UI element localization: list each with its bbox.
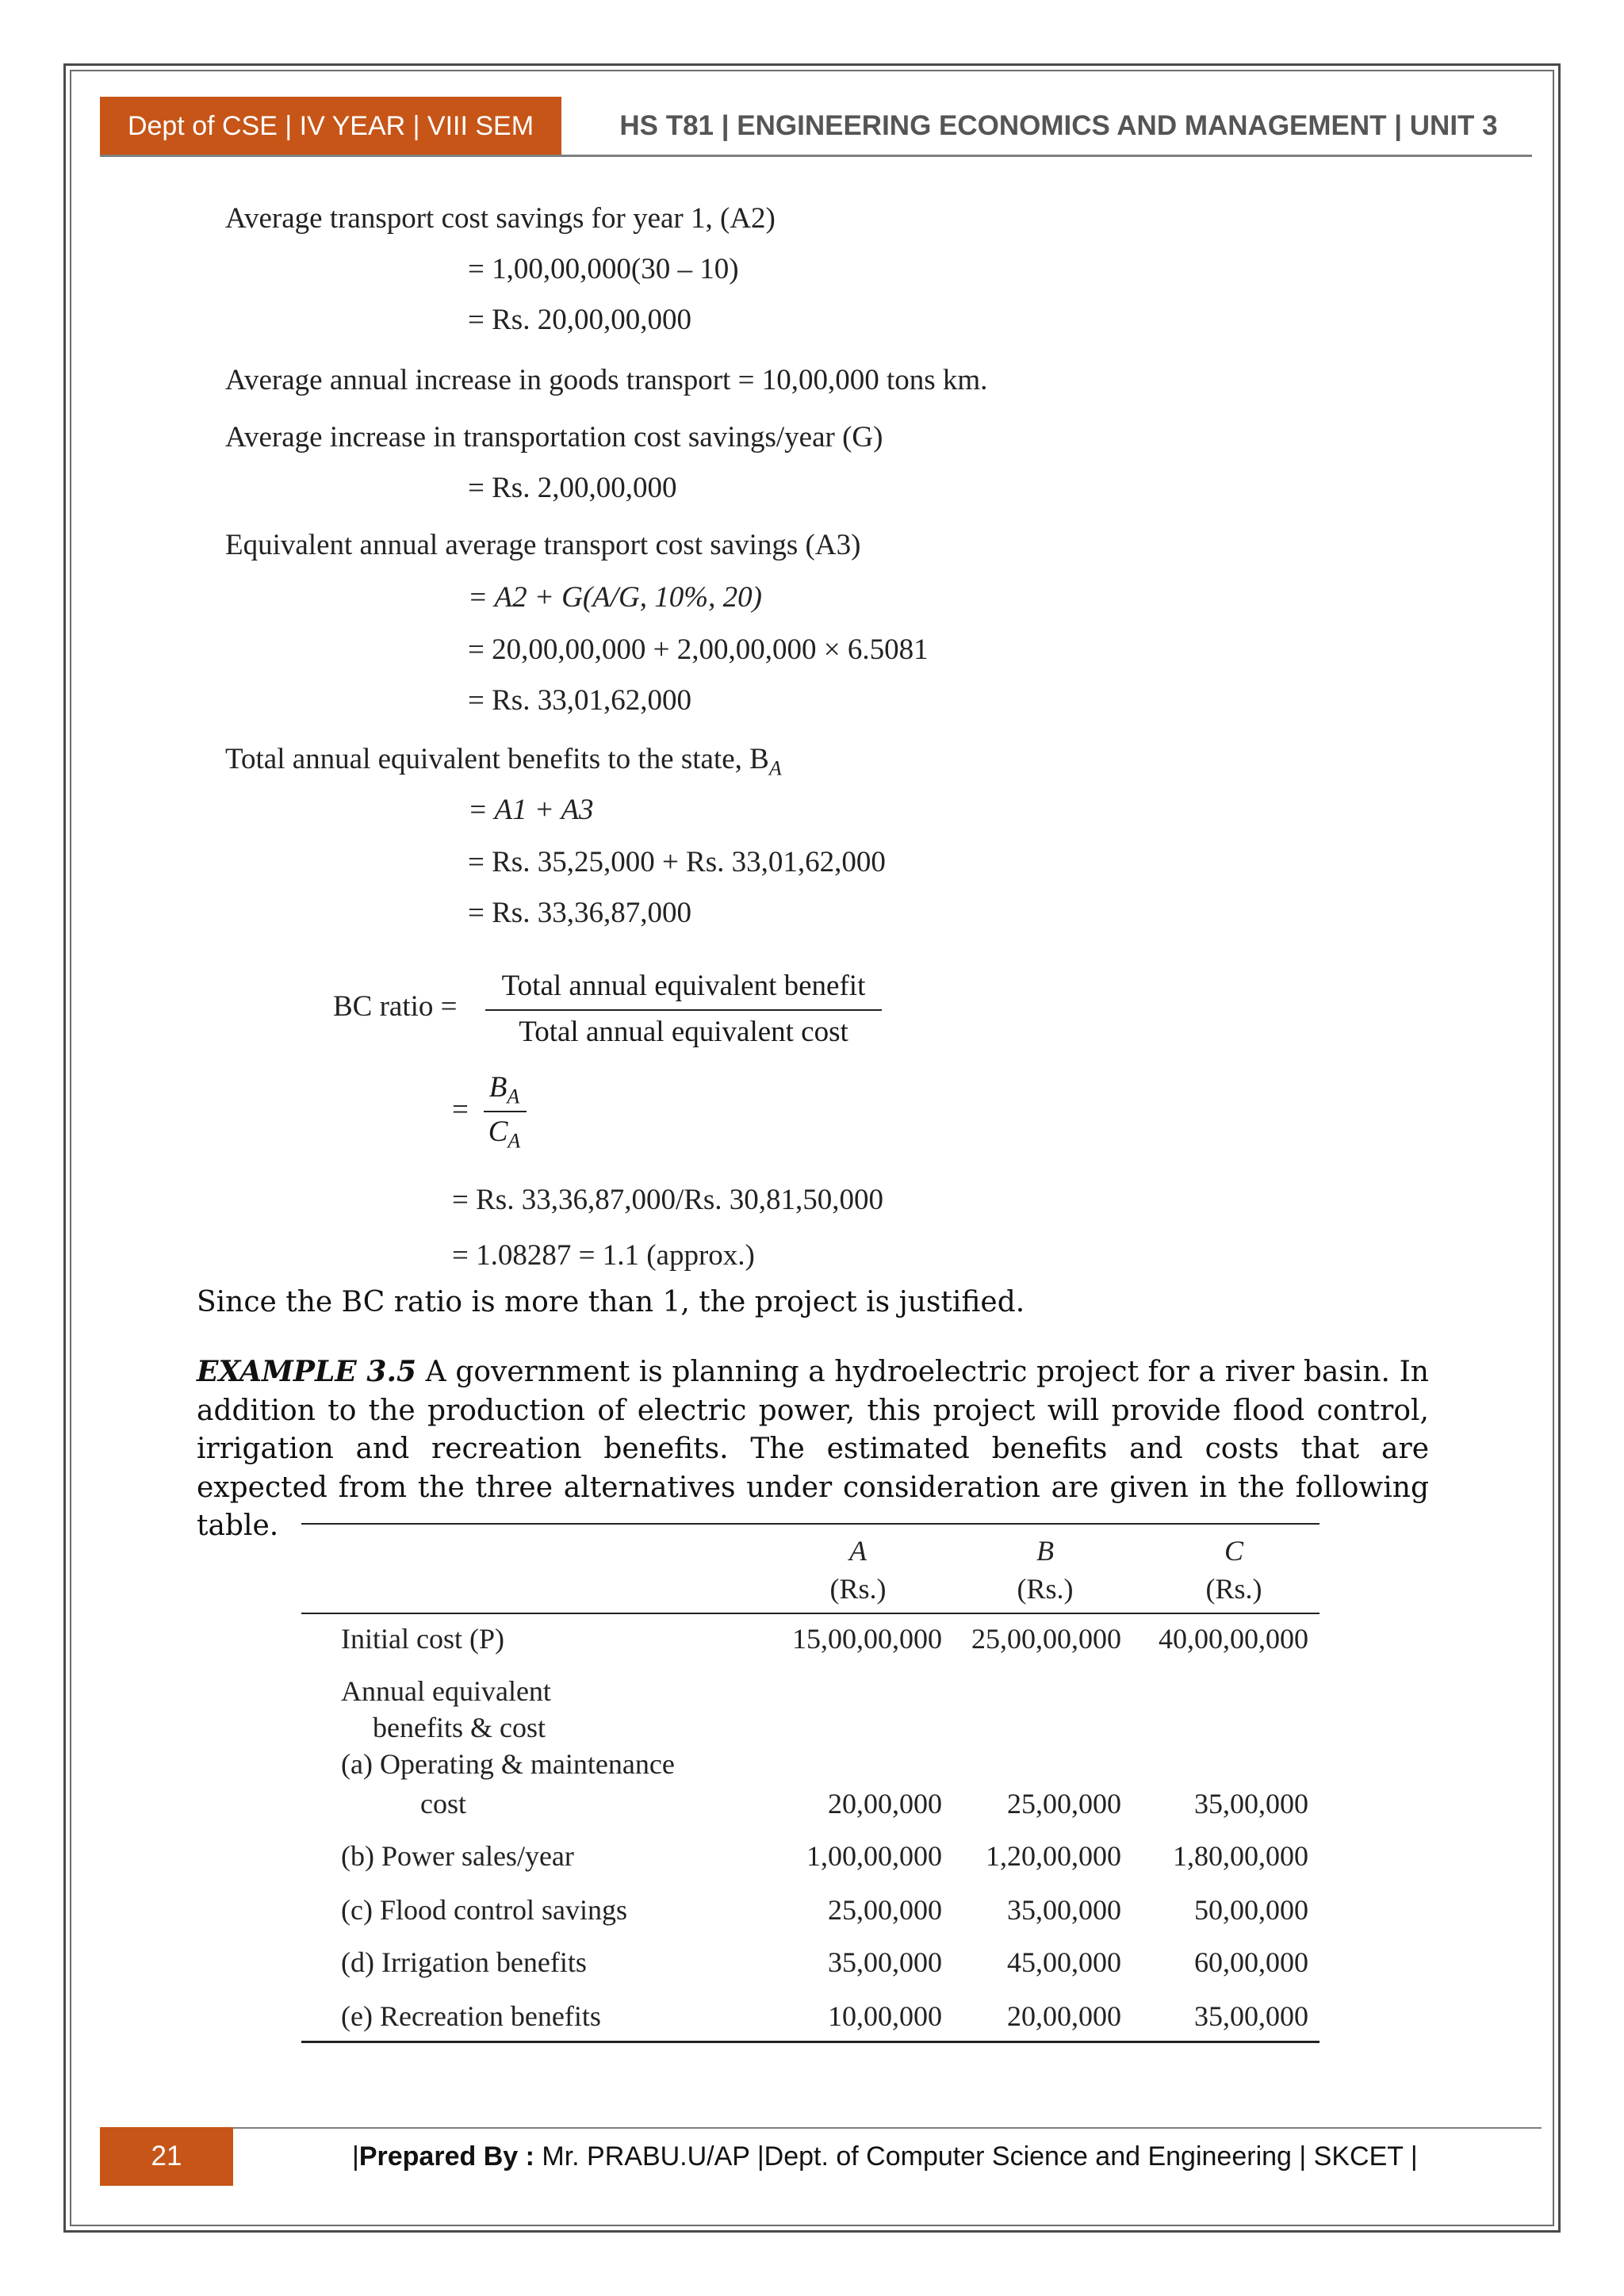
cell-power-c: 1,80,00,000 (1173, 1840, 1308, 1872)
line-bc-result: = 1.08287 = 1.1 (approx.) (452, 1239, 755, 1272)
line-calc-a3: = 20,00,00,000 + 2,00,00,000 × 6.5081 (468, 633, 929, 666)
cell-flood-c: 50,00,000 (1194, 1894, 1308, 1926)
col-unit-c: (Rs.) (1205, 1573, 1262, 1605)
row-label-irrigation: (d) Irrigation benefits (341, 1946, 587, 1978)
cell-om-a: 20,00,000 (828, 1788, 942, 1820)
bc-ratio-label: BC ratio = (333, 990, 458, 1023)
cell-initial-c: 40,00,00,000 (1159, 1623, 1308, 1655)
header-dept-label: Dept of CSE | IV YEAR | VIII SEM (100, 97, 561, 155)
row-label-power: (b) Power sales/year (341, 1840, 574, 1872)
cell-power-a: 1,00,00,000 (806, 1840, 942, 1872)
cell-recreation-c: 35,00,000 (1194, 2000, 1308, 2032)
line-gradient-value: = Rs. 2,00,00,000 (468, 472, 677, 504)
row-label-om-2: cost (420, 1788, 466, 1820)
line-result-ba: = Rs. 33,36,87,000 (468, 897, 691, 929)
ca-denominator: $C_A$ (488, 1115, 521, 1153)
ba-numerator: $B_A$ (488, 1071, 520, 1108)
row-label-recreation: (e) Recreation benefits (341, 2000, 601, 2032)
line-bc-calc: = Rs. 33,36,87,000/Rs. 30,81,50,000 (452, 1184, 884, 1216)
fraction-bar (485, 1009, 882, 1011)
bc-denominator: Total annual equivalent cost (519, 1016, 848, 1048)
col-header-a: A (849, 1535, 867, 1567)
group-label-1: Annual equivalent (341, 1675, 551, 1707)
cell-flood-a: 25,00,000 (828, 1894, 942, 1926)
page-number: 21 (100, 2127, 233, 2186)
cell-initial-b: 25,00,00,000 (971, 1623, 1121, 1655)
line-result-1: = Rs. 20,00,00,000 (468, 304, 691, 336)
line-formula-ba: = A1 + A3 (468, 794, 594, 826)
col-unit-a: (Rs.) (829, 1573, 887, 1605)
cell-initial-a: 15,00,00,000 (792, 1623, 942, 1655)
line-formula-a3: = A2 + G(A/G, 10%, 20) (468, 581, 762, 614)
col-header-b: B (1036, 1535, 1054, 1567)
cell-recreation-b: 20,00,000 (1007, 2000, 1121, 2032)
table-header-rule (301, 1613, 1320, 1614)
col-unit-b: (Rs.) (1017, 1573, 1074, 1605)
example-label: EXAMPLE 3.5 (197, 1355, 417, 1388)
cell-flood-b: 35,00,000 (1007, 1894, 1121, 1926)
line-result-a3: = Rs. 33,01,62,000 (468, 684, 691, 717)
cell-power-b: 1,20,00,000 (986, 1840, 1121, 1872)
line-equiv-savings: Equivalent annual average transport cost savings (A3) (225, 529, 861, 561)
cell-om-c: 35,00,000 (1194, 1788, 1308, 1820)
line-total-benefits: Total annual equivalent benefits to the state, $B_A$ (225, 743, 782, 780)
cell-recreation-a: 10,00,000 (828, 2000, 942, 2032)
fraction-bar-2 (484, 1111, 527, 1112)
example-paragraph: EXAMPLE 3.5 A government is planning a hydroelectric project for a river basin. In addition to the production of electric power, this project will provide flood control, irrigation and recreation benefits. The estimated benefits and costs that are expected from the three alternatives under consideration are given in the following table. (197, 1355, 1429, 1542)
line-gradient-label: Average increase in transportation cost savings/year (G) (225, 421, 883, 453)
row-label-flood: (c) Flood control savings (341, 1894, 627, 1926)
row-label-initial-cost: Initial cost (P) (341, 1623, 504, 1655)
bc-numerator: Total annual equivalent benefit (501, 970, 866, 1002)
row-label-om-1: (a) Operating & maintenance (341, 1748, 675, 1780)
line-calc-ba: = Rs. 35,25,000 + Rs. 33,01,62,000 (468, 846, 886, 878)
cell-irrigation-a: 35,00,000 (828, 1946, 942, 1978)
equals-sign: = (452, 1093, 469, 1126)
cell-irrigation-c: 60,00,000 (1194, 1946, 1308, 1978)
group-label-2: benefits & cost (373, 1712, 546, 1743)
line-calc-1: = 1,00,00,000(30 – 10) (468, 253, 739, 285)
line-goods-increase: Average annual increase in goods transport = 10,00,000 tons km. (225, 364, 988, 396)
col-header-c: C (1224, 1535, 1243, 1567)
table-top-rule (301, 1523, 1320, 1525)
cell-irrigation-b: 45,00,000 (1007, 1946, 1121, 1978)
footer-credit: |Prepared By : Mr. PRABU.U/AP |Dept. of Computer Science and Engineering | SKCET | (352, 2141, 1418, 2172)
cell-om-b: 25,00,000 (1007, 1788, 1121, 1820)
conclusion-text: Since the BC ratio is more than 1, the project is justified. (197, 1286, 1025, 1318)
header-course-title: HS T81 | ENGINEERING ECONOMICS AND MANAGEMENT | UNIT 3 (619, 110, 1498, 141)
line-avg-transport-savings: Average transport cost savings for year 1, (A2) (225, 202, 776, 235)
header-rule (100, 155, 1532, 157)
table-bottom-rule (301, 2041, 1320, 2043)
